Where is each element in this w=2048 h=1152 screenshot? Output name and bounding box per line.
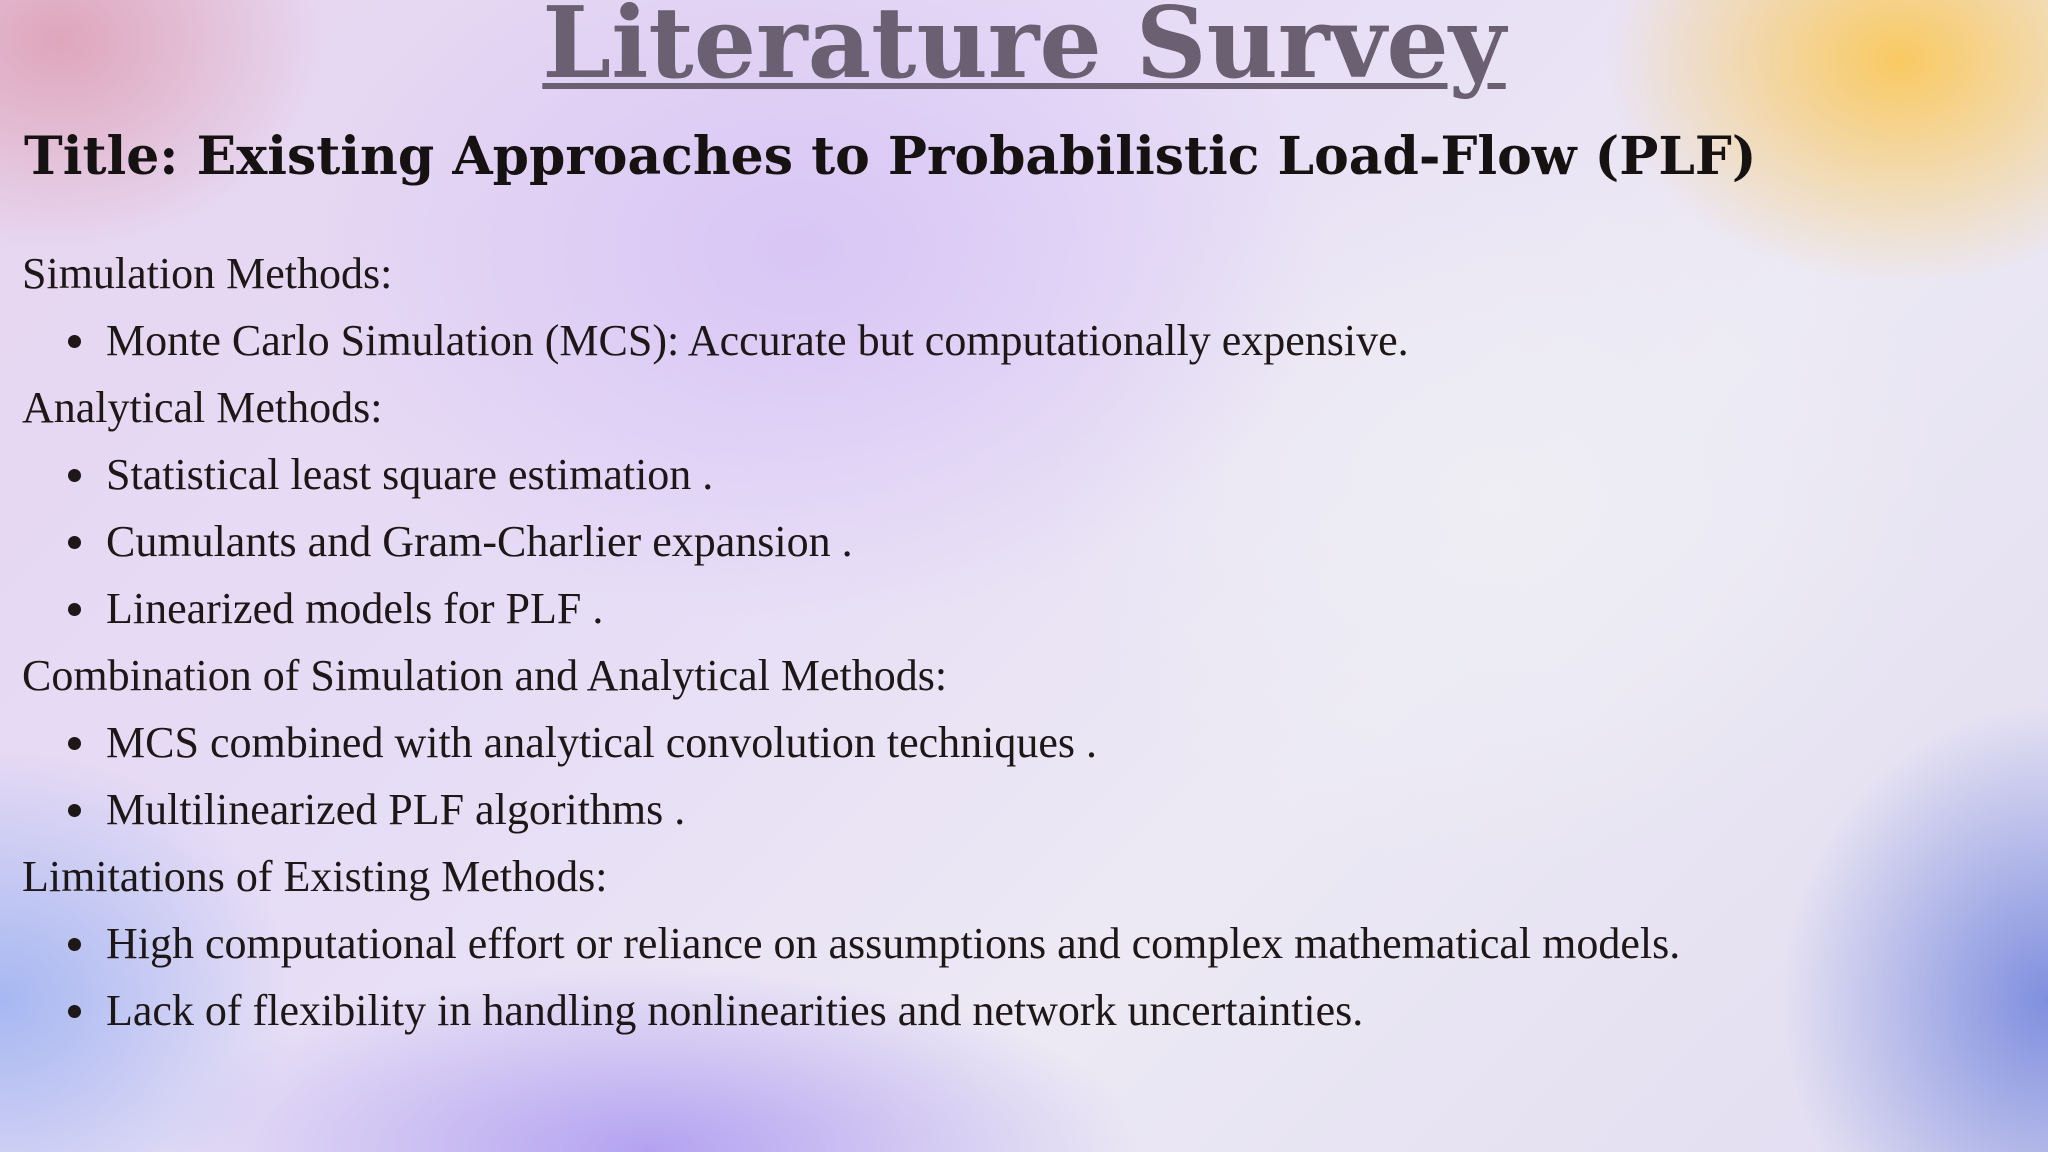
- section-heading: Limitations of Existing Methods:: [22, 852, 608, 901]
- section-heading: Analytical Methods:: [22, 383, 383, 432]
- bullet-icon: [68, 938, 81, 951]
- section-analytical-methods: [22, 374, 2012, 642]
- bullet-icon: [68, 603, 81, 616]
- section-simulation-methods: [22, 240, 2012, 374]
- bullet-text: Statistical least square estimation .: [106, 450, 714, 499]
- bullet-text: MCS combined with analytical convolution techniques .: [106, 718, 1098, 767]
- slide-subtitle: Title: Existing Approaches to Probabilistic Load-Flow (PLF): [24, 126, 1757, 187]
- bullet-item: [22, 307, 2012, 374]
- bullet-text: Linearized models for PLF .: [106, 584, 604, 633]
- bullet-text: Multilinearized PLF algorithms .: [106, 785, 686, 834]
- slide-content: [22, 240, 2012, 1044]
- bullet-item: [22, 776, 2012, 843]
- bullet-item: [22, 709, 2012, 776]
- bullet-item: [22, 977, 2012, 1044]
- bullet-list: [22, 441, 2012, 642]
- bullet-icon: [68, 469, 81, 482]
- section-heading: Combination of Simulation and Analytical Methods:: [22, 651, 948, 700]
- bullet-icon: [68, 536, 81, 549]
- bullet-icon: [68, 335, 81, 348]
- bullet-text: Monte Carlo Simulation (MCS): Accurate but computationally expensive.: [106, 316, 1409, 365]
- bullet-text: Lack of flexibility in handling nonlinearities and network uncertainties.: [106, 986, 1364, 1035]
- bullet-icon: [68, 804, 81, 817]
- bullet-item: [22, 508, 2012, 575]
- section-heading: Simulation Methods:: [22, 249, 393, 298]
- bullet-list: [22, 910, 2012, 1044]
- bullet-list: [22, 709, 2012, 843]
- slide-title: Literature Survey: [542, 0, 1506, 101]
- bullet-item: [22, 441, 2012, 508]
- section-combination-methods: [22, 642, 2012, 843]
- bullet-text: High computational effort or reliance on assumptions and complex mathematical models.: [106, 919, 1681, 968]
- bullet-icon: [68, 1005, 81, 1018]
- bullet-text: Cumulants and Gram-Charlier expansion .: [106, 517, 853, 566]
- section-limitations: [22, 843, 2012, 1044]
- bullet-list: [22, 307, 2012, 374]
- bullet-item: [22, 910, 2012, 977]
- bullet-icon: [68, 737, 81, 750]
- bullet-item: [22, 575, 2012, 642]
